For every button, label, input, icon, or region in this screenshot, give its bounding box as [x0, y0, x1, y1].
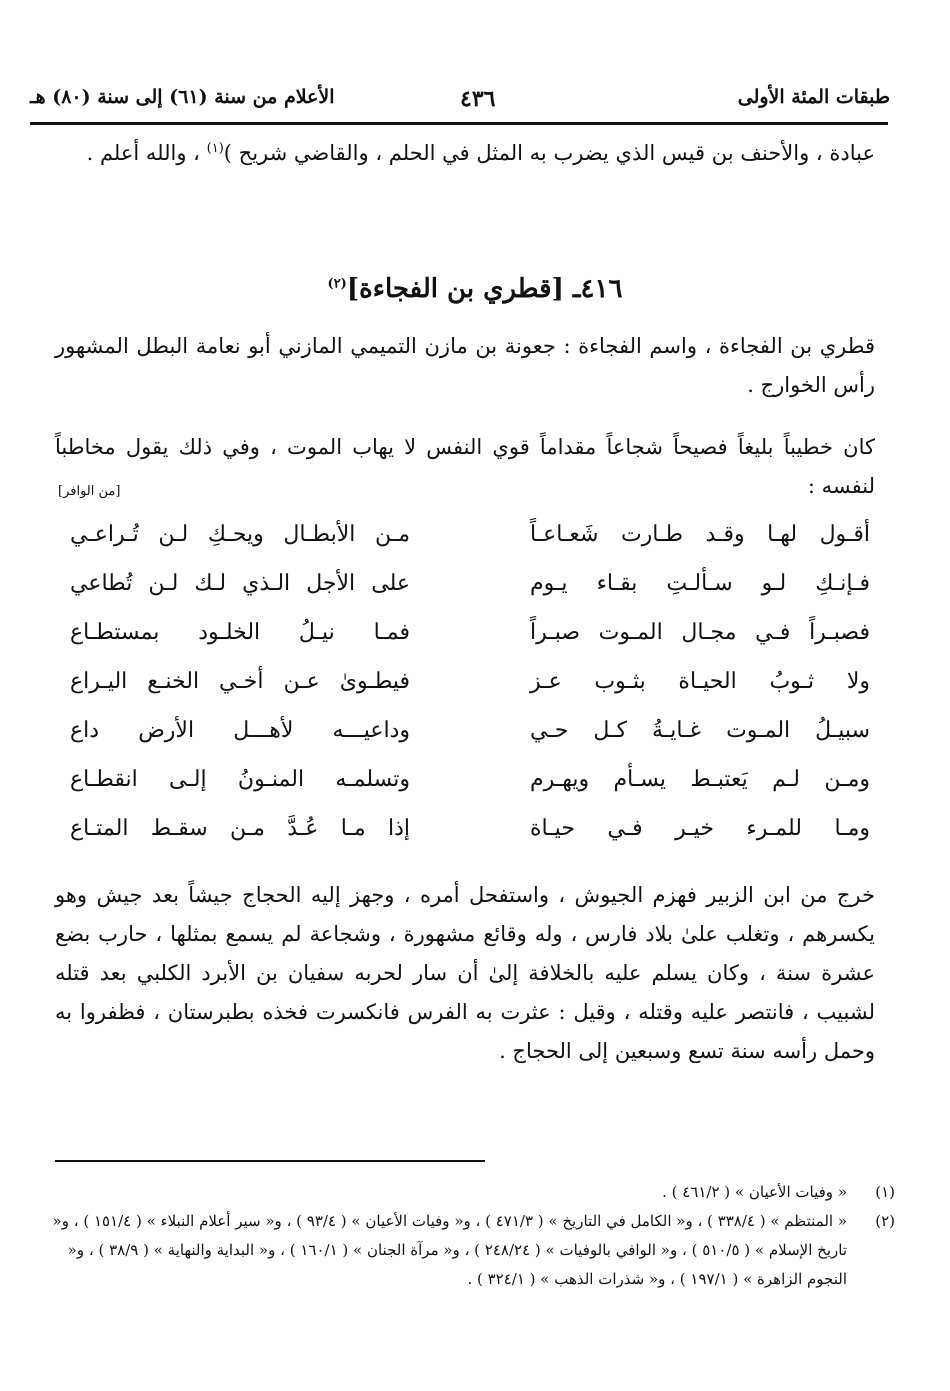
header-divider	[30, 122, 888, 125]
poem-meter: [من الوافر]	[58, 484, 121, 499]
verse-first-hemistich: أقـول لهـا وقـد طـارت شَعـاعـاً	[530, 522, 870, 547]
entry-heading	[0, 274, 950, 304]
book-title: طبقات المئة الأولى	[737, 86, 890, 108]
verse-first-hemistich: ومـن لـم يَعتبـط يسـأم ويهـرم	[530, 767, 870, 792]
footnote-number: (٢)	[875, 1212, 895, 1230]
verse-first-hemistich: ولا ثـوبُ الحيـاة بثـوب عـز	[530, 669, 870, 694]
poem-verse	[70, 767, 870, 816]
poem	[70, 522, 870, 865]
footnote-text: « المنتظم » ( ٣٣٨/٤ ) ، و« الكامل في التاريخ » ( ٤٧١/٣ ) ، و« وفيات الأعيان » ( ٩٣/٤ ) ، و« سير أعلام النبلاء » ( ١٥١/٤ ) ، و« تاريخ الإسلام » ( ٥١٠/٥ ) ، و« الوافي بالوفيات » ( ٢٤٨/٢٤ ) ، و« مرآة الجنان » ( ١٦٠/١ ) ، و« البداية والنهاية » ( ٣٨/٩ ) ، و« النجوم الزاهرة » ( ١٩٧/١ ) ، و« شذرات الذهب » ( ٣٢٤/١ ) .	[52, 1212, 847, 1288]
description-paragraph: كان خطيباً بليغاً فصيحاً شجاعاً مقداماً قوي النفس لا يهاب الموت ، وفي ذلك يقول مخاطباً لنفسه :	[55, 435, 875, 498]
verse-first-hemistich: فصبـراً فـي مجـال المـوت صبـراً	[530, 620, 870, 645]
poem-verse	[70, 620, 870, 669]
poem-verse	[70, 669, 870, 718]
story-paragraph: خرج من ابن الزبير فهزم الجيوش ، واستفحل أمره ، وجهز إليه الحجاج جيشاً بعد جيش وهو يكسرهم ، وتغلب علىٰ بلاد فارس ، وله وقائع مشهورة ، وشجاعة لم يسمع بمثلها ، حارب بضع عشرة سنة ، وكان يسلم عليه بالخلافة إلىٰ أن سار لحربه سفيان بن الأبرد الكلبي بعد قتله لشبيب ، فانتصر عليه وقتله ، وقيل : عثرت به الفرس فانكسرت فخذه بطبرستان ، فظفروا به وحمل رأسه سنة تسع وسبعين إلى الحجاج .	[55, 883, 875, 1063]
intro-paragraph: قطري بن الفجاءة ، واسم الفجاءة : جعونة بن مازن التميمي المازني أبو نعامة البطل المشهور رأس الخوارج .	[55, 334, 875, 397]
verse-second-hemistich: إذا مـا عُـدَّ مـن سقـط المتـاع	[70, 816, 410, 841]
continuation-text: عبادة ، والأحنف بن قيس الذي يضرب به المثل في الحلم ، والقاضي شريح )	[223, 141, 875, 165]
continuation-tail: ، والله أعلم .	[86, 141, 207, 165]
verse-first-hemistich: ومـا للمـرء خيـر فـي حيـاة	[530, 816, 870, 841]
entry-heading-text: ٤١٦ـ [قطري بن الفجاءة]	[346, 274, 623, 304]
page-number: ٤٣٦	[460, 86, 496, 112]
verse-second-hemistich: فمـا نيـلُ الخلـود بمستطـاع	[70, 620, 410, 645]
poem-verse	[70, 571, 870, 620]
verse-first-hemistich: فـإنـكِ لـو سـألـتِ بقـاء يـوم	[530, 571, 870, 596]
verse-second-hemistich: وداعيـــه لأهـــل الأرض داع	[70, 718, 410, 743]
poem-verse	[70, 816, 870, 865]
footnotes	[30, 1178, 895, 1294]
footnote-divider	[55, 1160, 485, 1162]
verse-first-hemistich: سبيـلُ المـوت غـايـةُ كـل حـي	[530, 718, 870, 743]
verse-second-hemistich: مـن الأبطـال ويحـكِ لـن تُـراعـي	[70, 522, 410, 547]
continuation-paragraph	[55, 134, 875, 173]
poem-verse	[70, 522, 870, 571]
verse-second-hemistich: على الأجل الـذي لـك لـن تُطاعي	[70, 571, 410, 596]
footnote-number: (١)	[875, 1183, 895, 1201]
poem-verse	[70, 718, 870, 767]
verse-second-hemistich: فيطـوىٰ عـن أخـي الخنـع اليـراع	[70, 669, 410, 694]
footnote-ref-2[interactable]: (٢)	[327, 276, 347, 292]
footnote-ref-1[interactable]: (١)	[206, 141, 224, 156]
footnote	[30, 1178, 895, 1207]
section-title: الأعلام من سنة (٦١) إلى سنة (٨٠) هـ	[30, 86, 335, 108]
footnote-text: « وفيات الأعيان » ( ٤٦١/٢ ) .	[662, 1183, 847, 1201]
running-header	[30, 86, 890, 116]
footnote	[30, 1207, 895, 1294]
verse-second-hemistich: وتسلمـه المنـونُ إلـى انقطـاع	[70, 767, 410, 792]
